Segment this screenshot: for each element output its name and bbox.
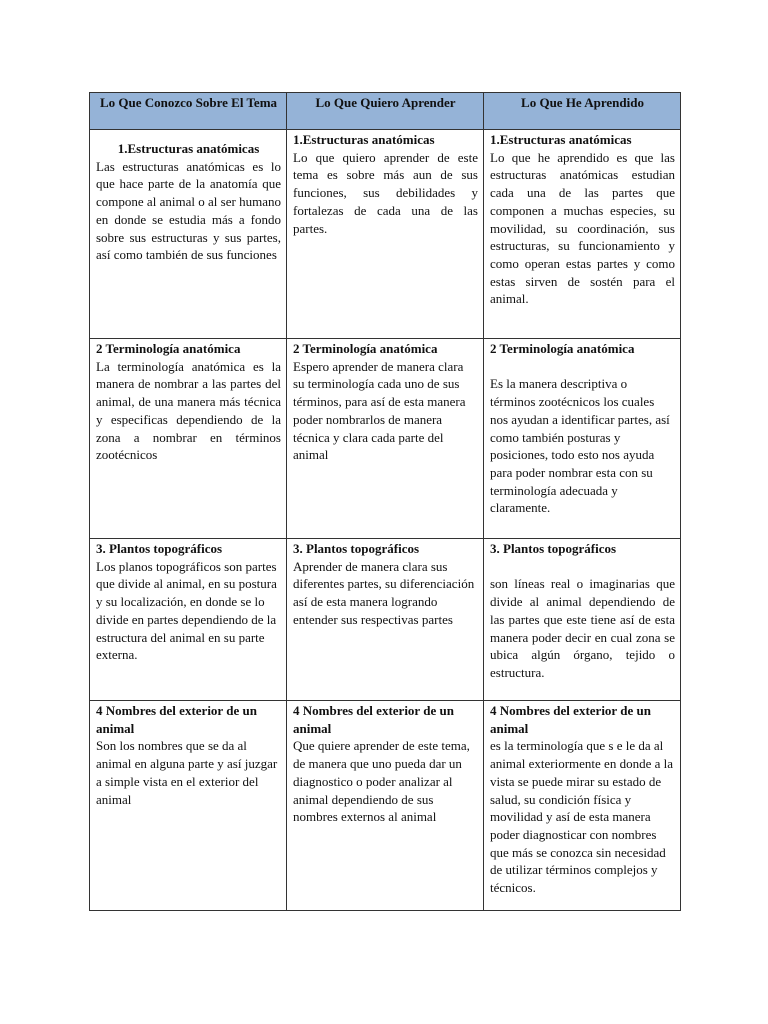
cell-known bbox=[90, 130, 287, 339]
table-row bbox=[90, 539, 681, 701]
cell-learned bbox=[484, 539, 681, 701]
cell-known bbox=[90, 701, 287, 911]
table-row bbox=[90, 130, 681, 339]
header-want: Lo Que Quiero Aprender bbox=[287, 93, 484, 130]
cell-title: 1.Estructuras anatómicas bbox=[293, 132, 435, 147]
cell-text: La terminología anatómica es la manera de nombrar a las partes del animal, de una manera más técnica y especificas dependiendo de la zona a nombrar en términos zootécnicos bbox=[96, 358, 281, 463]
cell-learned bbox=[484, 701, 681, 911]
table-row bbox=[90, 701, 681, 911]
cell-title: 1.Estructuras anatómicas bbox=[490, 132, 632, 147]
cell-title: 3. Plantos topográficos bbox=[293, 541, 420, 556]
cell-known bbox=[90, 339, 287, 539]
table-row bbox=[90, 339, 681, 539]
cell-learned bbox=[484, 130, 681, 339]
cell-text: Las estructuras anatómicas es lo que hace parte de la anatomía que compone al animal o al ser humano en donde se estudia más a fondo sobre sus estructuras y sus partes, así como también de sus funciones bbox=[96, 158, 281, 263]
cell-want bbox=[287, 130, 484, 339]
cell-want bbox=[287, 339, 484, 539]
header-row bbox=[90, 93, 681, 130]
cell-text: son líneas real o imaginarias que divide al animal dependiendo de las partes que este tiene así de esta manera poder decir en cual zona se ubica algún órgano, tejido o estructura. bbox=[490, 576, 675, 680]
cell-title: 3. Plantos topográficos bbox=[490, 541, 617, 556]
cell-text: Lo que he aprendido es que las estructuras anatómicas estudian cada una de las partes que componen a muchas especies, su movilidad, su coordinación, sus estructuras, su funcionamiento y como operan estas partes y como estas sirven de sostén para el animal. bbox=[490, 149, 675, 307]
cell-title: 2 Terminología anatómica bbox=[96, 341, 241, 356]
spacer bbox=[490, 358, 675, 376]
cell-text: Es la manera descriptiva o términos zootécnicos los cuales nos ayudan a identificar partes, así como también posturas y posiciones, todo esto nos ayuda para poder nombrar esta con su terminología adecuada y claramente. bbox=[490, 376, 670, 516]
cell-text: Aprender de manera clara sus diferentes partes, su diferenciación así de esta manera logrando entender sus respectivas partes bbox=[293, 558, 475, 627]
spacer bbox=[490, 558, 675, 576]
spacer bbox=[96, 131, 281, 140]
header-learned: Lo Que He Aprendido bbox=[484, 93, 681, 130]
cell-learned bbox=[484, 339, 681, 539]
cell-title: 4 Nombres del exterior de un animal bbox=[96, 703, 257, 736]
cell-title: 3. Plantos topográficos bbox=[96, 541, 223, 556]
cell-text: Son los nombres que se da al animal en alguna parte y así juzgar a simple vista en el exterior del animal bbox=[96, 738, 278, 807]
cell-title: 2 Terminología anatómica bbox=[490, 341, 635, 356]
cell-title: 1.Estructuras anatómicas bbox=[117, 141, 260, 156]
kwl-table bbox=[89, 92, 681, 911]
cell-text: Espero aprender de manera clara su terminología cada uno de sus términos, para así de esta manera poder nombrarlos de manera técnica y clara cada parte del animal bbox=[293, 358, 466, 463]
cell-want bbox=[287, 701, 484, 911]
cell-title: 4 Nombres del exterior de un animal bbox=[490, 703, 651, 736]
cell-text: Lo que quiero aprender de este tema es sobre más aun de sus funciones, sus debilidades y fortalezas de cada una de las partes. bbox=[293, 149, 478, 236]
cell-title: 4 Nombres del exterior de un animal bbox=[293, 703, 454, 736]
cell-text: es la terminología que s e le da al animal exteriormente en donde a la vista se puede mirar su estado de salud, su condición física y movilidad y así de esta manera poder diagnosticar con nombres que más se conozca sin necesidad de utilizar términos complejos y técnicos. bbox=[490, 738, 674, 896]
cell-text: Que quiere aprender de este tema, de manera que uno pueda dar un diagnostico o poder analizar al animal dependiendo de sus nombres externos al animal bbox=[293, 738, 470, 825]
cell-known bbox=[90, 539, 287, 701]
header-known: Lo Que Conozco Sobre El Tema bbox=[90, 93, 287, 130]
cell-want bbox=[287, 539, 484, 701]
cell-title: 2 Terminología anatómica bbox=[293, 341, 438, 356]
cell-text: Los planos topográficos son partes que divide al animal, en su postura y su localización, en donde se lo divide en partes dependiendo de la estructura del animal en su parte externa. bbox=[96, 558, 277, 663]
